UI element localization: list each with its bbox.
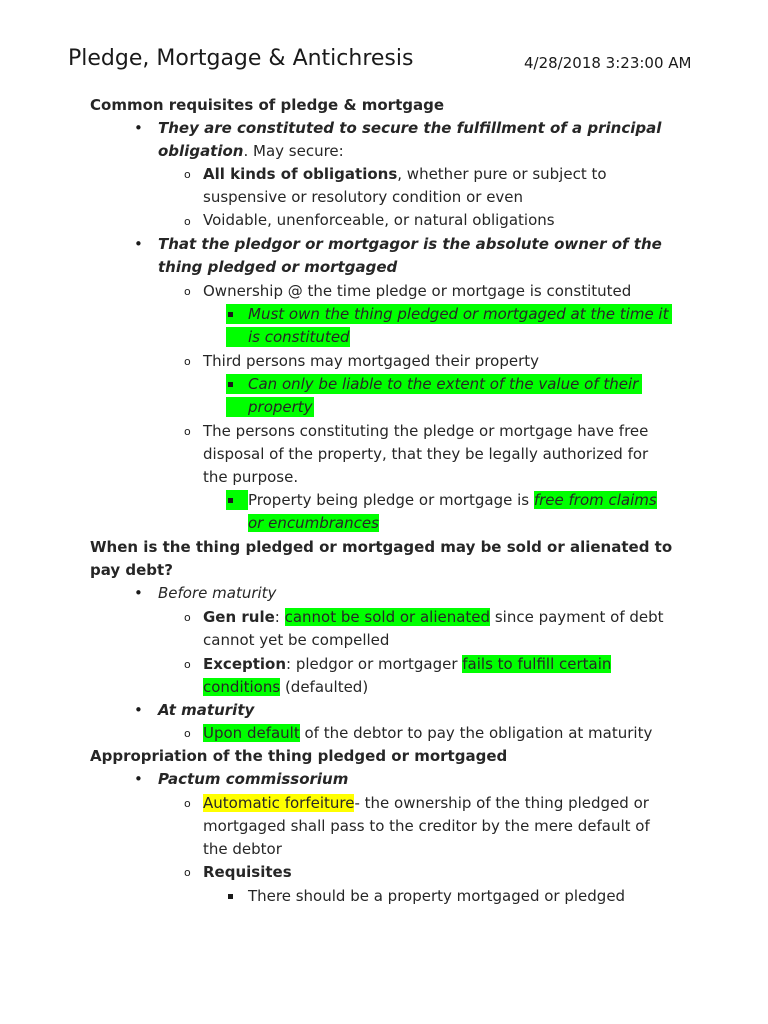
bullet-dot: • (134, 701, 143, 719)
heading-initial: W (90, 538, 107, 556)
list-item: thing pledged or mortgaged (158, 258, 398, 276)
sub-bullet-circle: o (184, 727, 191, 740)
bold-text: Gen rule (203, 608, 275, 626)
list-item: Voidable, unenforceable, or natural obligations (203, 211, 555, 229)
list-item: is constituted (248, 328, 350, 346)
sub-bullet-circle: o (184, 215, 191, 228)
list-item: Requisites (203, 863, 292, 881)
heading-text: hen is the thing pledged or mortgaged may be sold or alienated to (106, 538, 673, 556)
plain-text: Property being pledge or mortgage is (248, 491, 534, 509)
bullet-dot: • (134, 119, 143, 137)
list-item: Ownership @ the time pledge or mortgage is constituted (203, 282, 632, 300)
emphasis-text: obligation (158, 142, 244, 160)
list-item: Before maturity (158, 584, 277, 602)
list-item: That the pledgor or mortgagor is the absolute owner of the (158, 235, 662, 253)
highlighted-text: cannot be sold or alienated (284, 608, 491, 626)
plain-text: : pledgor or mortgager (286, 655, 463, 673)
highlighted-text: Automatic forfeiture (203, 794, 355, 812)
plain-text: : (274, 608, 285, 626)
sub-bullet-circle: o (184, 797, 191, 810)
sub-sub-bullet-square (228, 894, 233, 899)
list-item (248, 513, 379, 533)
plain-text: , whether pure or subject to (397, 165, 607, 183)
section-heading-when (90, 537, 672, 557)
list-item: suspensive or resolutory condition or even (203, 188, 524, 206)
section-heading-when: pay debt? (90, 561, 173, 579)
sub-bullet-circle: o (184, 168, 191, 181)
sub-bullet-circle: o (184, 658, 191, 671)
list-item: There should be a property mortgaged or pledged (248, 887, 626, 905)
list-item: property (248, 398, 313, 416)
plain-text: . May secure: (243, 142, 344, 160)
highlighted-text: conditions (203, 678, 281, 696)
section-heading-common: Common requisites of pledge & mortgage (90, 96, 445, 114)
sub-bullet-circle: o (184, 355, 191, 368)
list-item: Third persons may mortgaged their property (203, 352, 539, 370)
list-item: They are constituted to secure the fulfillment of a principal (158, 119, 662, 137)
list-item: mortgaged shall pass to the creditor by the mere default of (203, 817, 650, 835)
sub-sub-bullet-square (228, 498, 233, 503)
bullet-dot: • (134, 235, 143, 253)
sub-bullet-circle: o (184, 866, 191, 879)
bold-text: Exception (203, 655, 287, 673)
list-item (203, 793, 649, 813)
list-item: Can only be liable to the extent of the value of their (248, 375, 639, 393)
highlighted-text: Upon default (203, 724, 300, 742)
list-item: disposal of the property, that they be legally authorized for (203, 445, 649, 463)
sub-bullet-circle: o (184, 285, 191, 298)
list-item (203, 164, 607, 184)
highlighted-text: or encumbrances (248, 514, 379, 532)
list-item: the debtor (203, 840, 282, 858)
bold-text: All kinds of obligations (203, 165, 398, 183)
list-item: Pactum commissorium (158, 770, 349, 788)
list-item (158, 141, 344, 161)
sub-sub-bullet-square (228, 382, 233, 387)
highlighted-text: free from claims (533, 491, 657, 509)
plain-text: (defaulted) (280, 678, 369, 696)
plain-text: since payment of debt (490, 608, 664, 626)
list-item (203, 677, 368, 697)
highlighted-text: fails to fulfill certain (462, 655, 612, 673)
sub-bullet-circle: o (184, 611, 191, 624)
timestamp: 4/28/2018 3:23:00 AM (524, 54, 692, 72)
page-title: Pledge, Mortgage & Antichresis (68, 46, 414, 71)
list-item (203, 607, 664, 627)
sub-sub-bullet-square (228, 312, 233, 317)
bullet-dot: • (134, 584, 143, 602)
sub-bullet-circle: o (184, 425, 191, 438)
plain-text: of the debtor to pay the obligation at maturity (299, 724, 653, 742)
list-item: cannot yet be compelled (203, 631, 390, 649)
list-item: the purpose. (203, 468, 299, 486)
list-item (248, 490, 657, 510)
bullet-dot: • (134, 770, 143, 788)
list-item: At maturity (158, 701, 255, 719)
plain-text: - the ownership of the thing pledged or (354, 794, 649, 812)
list-item (203, 654, 611, 674)
list-item: Must own the thing pledged or mortgaged at the time it (248, 305, 669, 323)
list-item (203, 723, 652, 743)
list-item: The persons constituting the pledge or mortgage have free (203, 422, 649, 440)
section-heading-appropriation: Appropriation of the thing pledged or mortgaged (90, 747, 508, 765)
